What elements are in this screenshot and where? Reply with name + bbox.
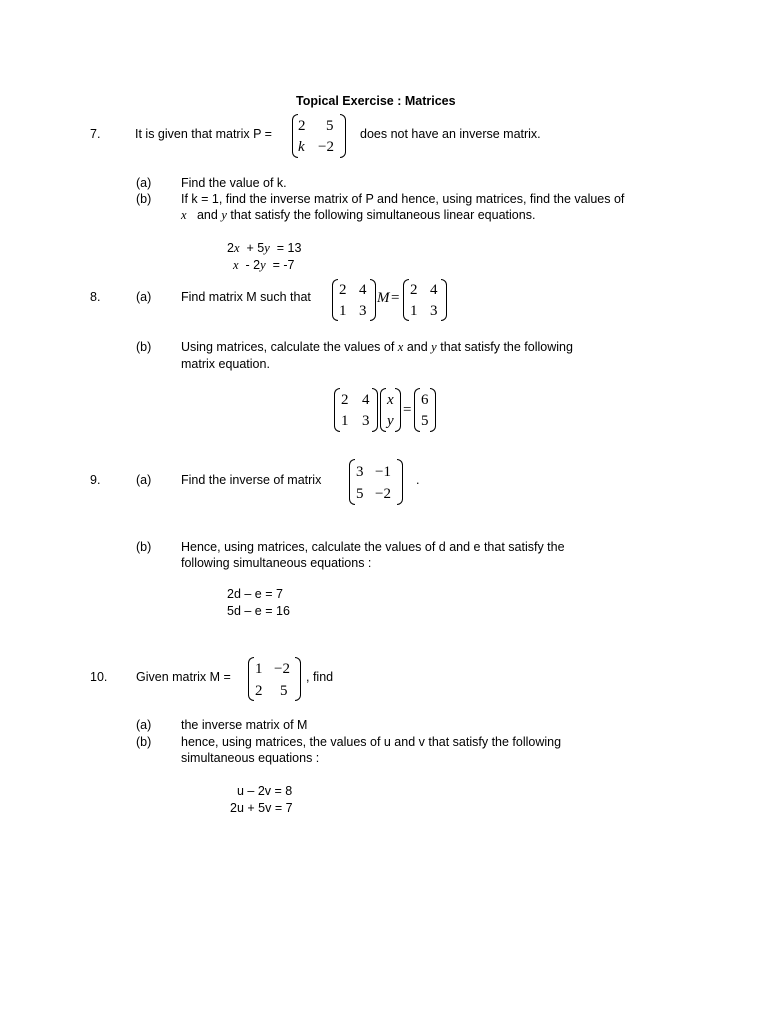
q8b-vector-xy <box>380 388 401 432</box>
page-title: Topical Exercise : Matrices <box>296 94 456 108</box>
q10b-line2: simultaneous equations : <box>181 751 320 765</box>
q10-matrix-m <box>248 657 301 701</box>
q10-stem-end: , find <box>306 670 334 684</box>
q9a-label: (a) <box>136 473 152 487</box>
q10-number: 10. <box>90 670 108 684</box>
q9b-label: (b) <box>136 540 152 554</box>
q10b-label: (b) <box>136 735 152 749</box>
matrix-cell: 2 <box>298 118 306 134</box>
q8b-line2: matrix equation. <box>181 357 270 371</box>
q8b-equals: = <box>403 402 412 418</box>
matrix-cell: 2 <box>410 282 418 298</box>
q7a-text: Find the value of k. <box>181 176 287 190</box>
q8a-label: (a) <box>136 290 152 304</box>
vector-cell: 5 <box>421 413 429 429</box>
q8-number: 8. <box>90 290 101 304</box>
matrix-cell: k <box>298 139 305 155</box>
q8-equals: = <box>391 290 400 306</box>
q8b-matrix <box>334 388 378 432</box>
q7b-line2: x and y that satisfy the following simultaneous linear equations. <box>181 208 536 222</box>
matrix-cell: 2 <box>255 683 263 699</box>
vector-cell: 6 <box>421 392 429 408</box>
q10-equation-2: 2u + 5v = 7 <box>230 801 293 815</box>
matrix-cell: 4 <box>362 392 370 408</box>
q8b-vector-65 <box>414 388 436 432</box>
matrix-cell: 5 <box>356 486 364 502</box>
q7a-label: (a) <box>136 176 152 190</box>
matrix-cell: 4 <box>359 282 367 298</box>
q9b-line1: Hence, using matrices, calculate the values of d and e that satisfy the <box>181 540 565 554</box>
q9a-text: Find the inverse of matrix <box>181 473 322 487</box>
q7-equation-1: 2x + 5y = 13 <box>227 241 302 255</box>
matrix-cell: 3 <box>356 464 364 480</box>
q9b-line2: following simultaneous equations : <box>181 556 372 570</box>
matrix-cell: −2 <box>318 139 334 155</box>
q8a-text: Find matrix M such that <box>181 290 311 304</box>
matrix-cell: 1 <box>410 303 418 319</box>
vector-cell: x <box>387 392 394 408</box>
q8b-label: (b) <box>136 340 152 354</box>
q9-equation-2: 5d – e = 16 <box>227 604 290 618</box>
q10-stem: Given matrix M = <box>136 670 231 684</box>
q8b-line1: Using matrices, calculate the values of x and y that satisfy the following <box>181 340 573 354</box>
matrix-cell: 3 <box>362 413 370 429</box>
q7b-line1: If k = 1, find the inverse matrix of P and hence, using matrices, find the values of <box>181 192 625 206</box>
q10-equation-1: u – 2v = 8 <box>237 784 293 798</box>
matrix-cell: −2 <box>375 486 391 502</box>
matrix-cell: 5 <box>326 118 334 134</box>
matrix-cell: 1 <box>255 661 263 677</box>
matrix-cell: 4 <box>430 282 438 298</box>
matrix-cell: 5 <box>280 683 288 699</box>
vector-cell: y <box>387 413 394 429</box>
q7-matrix-p <box>292 114 346 158</box>
q8-matrix-right <box>403 279 447 321</box>
q9-matrix <box>349 459 403 505</box>
q7-equation-2: x - 2y = -7 <box>233 258 295 272</box>
matrix-cell: 3 <box>359 303 367 319</box>
q10a-label: (a) <box>136 718 152 732</box>
q7-number: 7. <box>90 127 101 141</box>
q9a-period: . <box>416 473 420 487</box>
q7-stem-end: does not have an inverse matrix. <box>360 127 541 141</box>
matrix-cell: 1 <box>339 303 347 319</box>
q8-matrix-left <box>332 279 376 321</box>
matrix-cell: −1 <box>375 464 391 480</box>
q8-variable-m: M <box>377 290 390 306</box>
q9-equation-1: 2d – e = 7 <box>227 587 283 601</box>
matrix-cell: −2 <box>274 661 290 677</box>
q10a-text: the inverse matrix of M <box>181 718 308 732</box>
matrix-cell: 3 <box>430 303 438 319</box>
q7b-label: (b) <box>136 192 152 206</box>
matrix-cell: 2 <box>341 392 349 408</box>
matrix-cell: 1 <box>341 413 349 429</box>
q9-number: 9. <box>90 473 101 487</box>
q10b-line1: hence, using matrices, the values of u and v that satisfy the following <box>181 735 562 749</box>
matrix-cell: 2 <box>339 282 347 298</box>
q7-stem: It is given that matrix P = <box>135 127 272 141</box>
